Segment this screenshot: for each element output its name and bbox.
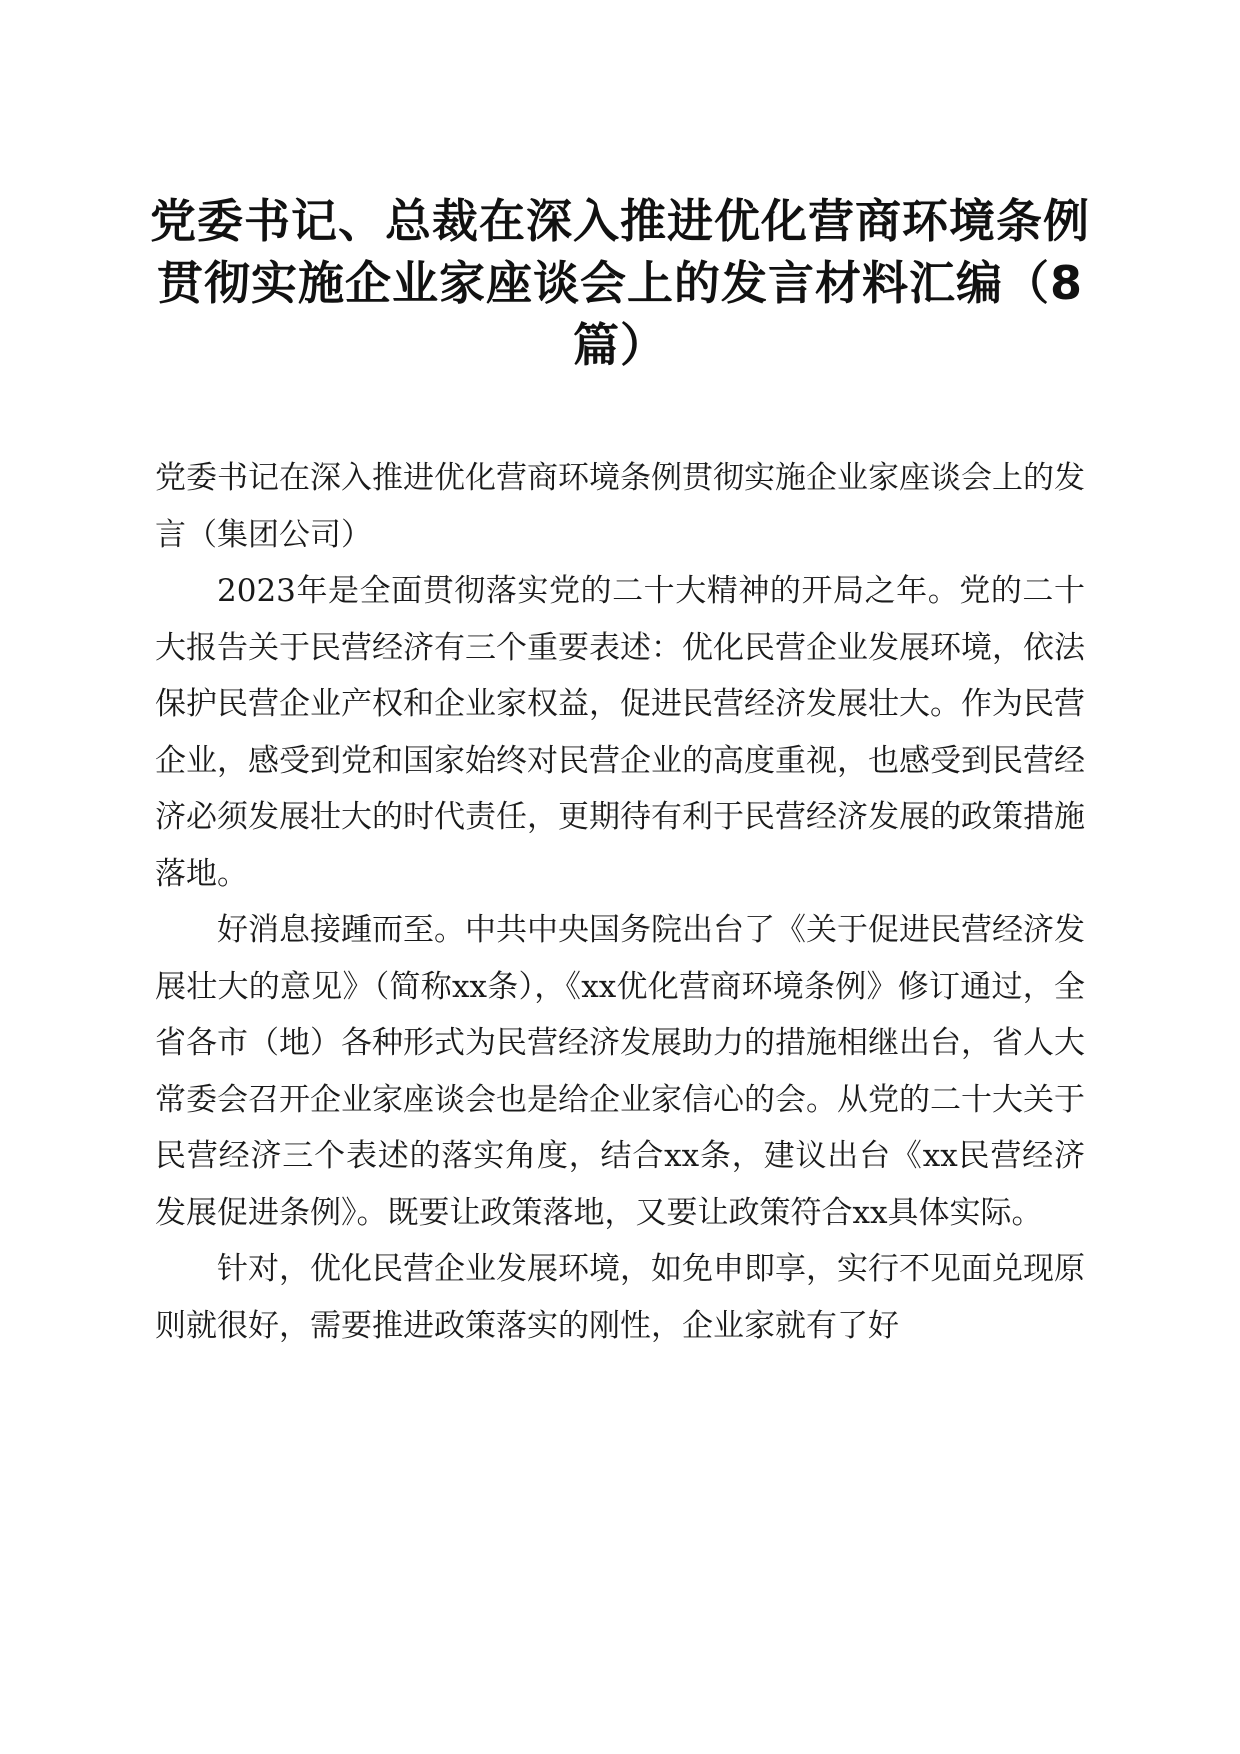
body-paragraph-2: 好消息接踵而至。中共中央国务院出台了《关于促进民营经济发展壮大的意见》（简称xx条），《xx优化营商环境条例》修订通过，全省各市（地）各种形式为民营经济发展助力的措施相继出台，省人大常委会召开企业家座谈会也是给企业家信心的会。从党的二十大关于民营经济三个表述的落实角度，结合xx条，建议出台《xx民营经济发展促进条例》。既要让政策落地，又要让政策符合xx具体实际。 [155, 912, 1085, 1231]
section-subheading: 党委书记在深入推进优化营商环境条例贯彻实施企业家座谈会上的发言（集团公司） [155, 460, 1085, 553]
body-paragraph-1: 2023年是全面贯彻落实党的二十大精神的开局之年。党的二十大报告关于民营经济有三个重要表述：优化民营企业发展环境，依法保护民营企业产权和企业家权益，促进民营经济发展壮大。作为民营企业，感受到党和国家始终对民营企业的高度重视，也感受到民营经济必须发展壮大的时代责任，更期待有利于民营经济发展的政策措施落地。 [155, 573, 1085, 892]
body-paragraph-3: 针对，优化民营企业发展环境，如免申即享，实行不见面兑现原则就很好，需要推进政策落实的刚性，企业家就有了好 [155, 1251, 1085, 1344]
document-body [155, 450, 1085, 1354]
document-title: 党委书记、总裁在深入推进优化营商环境条例贯彻实施企业家座谈会上的发言材料汇编（8篇） [150, 194, 1090, 372]
